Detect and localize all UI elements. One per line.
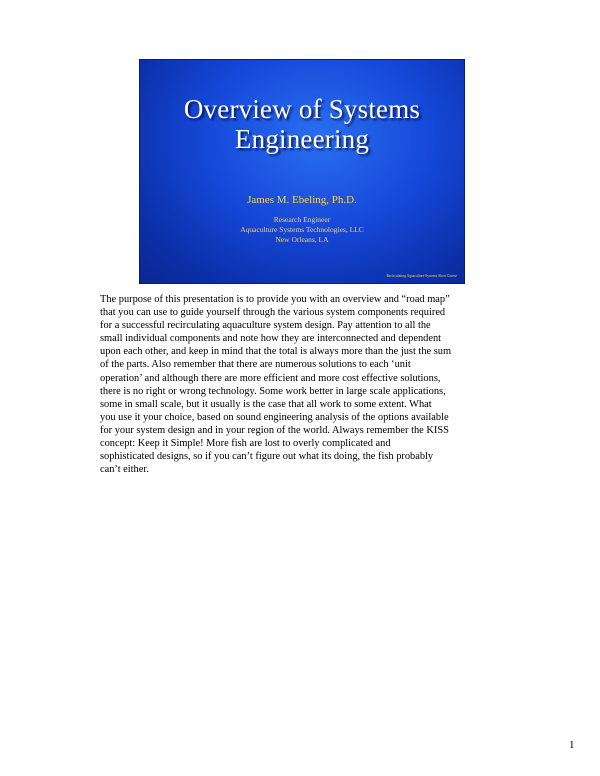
- slide-title-line: Engineering: [234, 124, 370, 154]
- notes-line: you use it your choice, based on sound engineering analysis of the options available: [100, 411, 449, 423]
- slide-affiliation: [140, 215, 464, 245]
- slide-thumbnail: [139, 59, 465, 284]
- notes-line: for your system design and in your region of the world. Always remember the KISS: [100, 424, 449, 436]
- page-number: 1: [569, 739, 575, 751]
- notes-line: small individual components and note how they are interconnected and dependent: [100, 333, 442, 345]
- slide-title: [140, 94, 464, 154]
- affiliation-line: Aquaculture Systems Technologies, LLC: [240, 225, 364, 234]
- slide-author: James M. Ebeling, Ph.D.: [247, 194, 357, 206]
- affiliation-line: Research Engineer: [273, 215, 331, 224]
- notes-line: some in small scale, but it usually is the case that all work to some extent. What: [100, 398, 432, 410]
- notes-line: operation’ and although there are more efficient and more cost effective solutions,: [100, 372, 441, 384]
- notes-line: concept: Keep it Simple! More fish are lost to overly complicated and: [100, 438, 391, 450]
- notes-line: sophisticated designs, so if you can’t figure out what its doing, the fish probably: [100, 451, 434, 463]
- notes-line: for a successful recirculating aquaculture system design. Pay attention to all the: [100, 320, 431, 332]
- notes-line: upon each other, and keep in mind that the total is always more than the just the sum: [100, 346, 452, 358]
- notes-line: there is no right or wrong technology. Some work better in large scale applications,: [100, 385, 446, 397]
- slide-title-line: Overview of Systems: [183, 94, 421, 124]
- notes-line: The purpose of this presentation is to provide you with an overview and “road map”: [100, 294, 450, 305]
- notes-line: that you can use to guide yourself through the various system components required: [100, 307, 446, 319]
- slide-footer: Recirculating Aquaculture Systems Short Course: [386, 274, 457, 278]
- notes-line: can’t either.: [100, 464, 149, 476]
- speaker-notes: [100, 293, 520, 476]
- notes-line: of the parts. Also remember that there are numerous solutions to each ‘unit: [100, 359, 411, 371]
- affiliation-line: New Orleans, LA: [275, 235, 329, 244]
